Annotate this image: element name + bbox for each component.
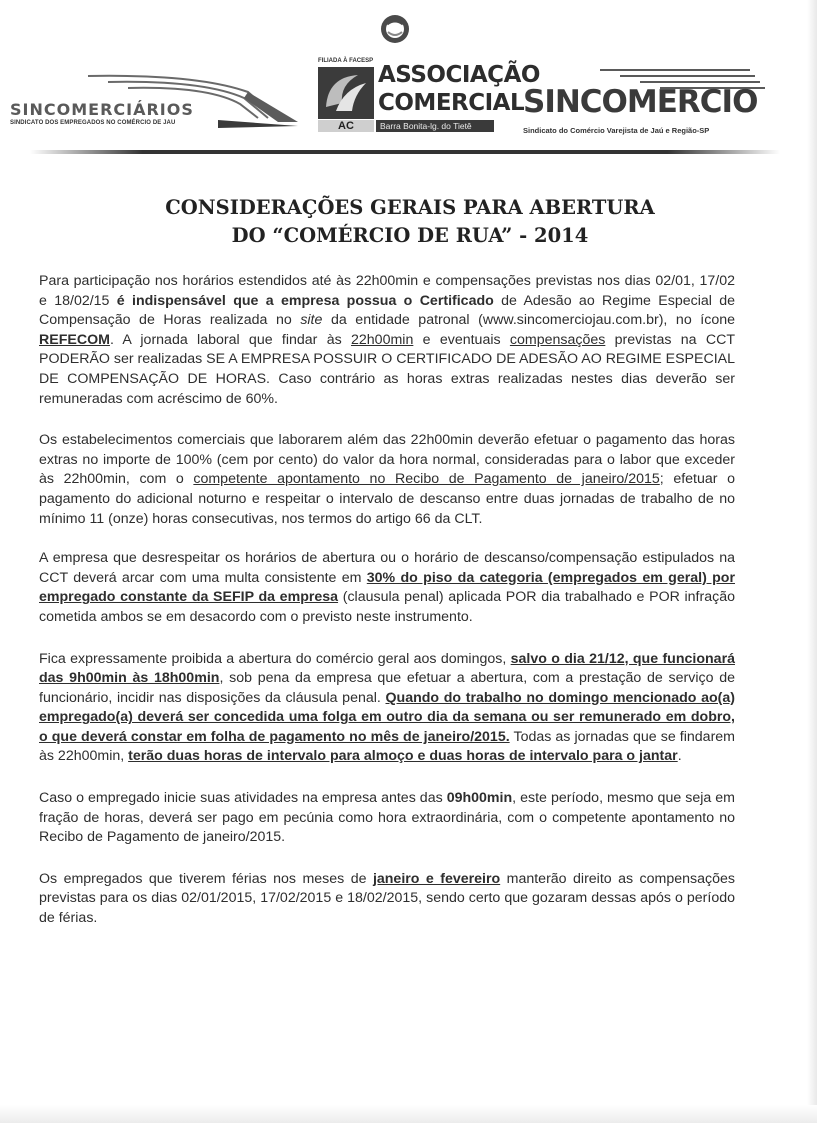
bold-text: é indispensável que a empresa possua o Certificado [116, 292, 494, 309]
paragraph-penalty [39, 549, 735, 627]
underlined-text: compensações [509, 331, 606, 348]
bold-underlined-text: salvo o dia 21/12, que funcionará das 9h00min às 18h00min [39, 650, 735, 687]
scan-edge [807, 0, 817, 1123]
bold-text: 09h00min [446, 790, 513, 807]
paragraph-certificate [39, 272, 735, 409]
associacao-comercial-logo [316, 50, 540, 146]
header-divider [30, 150, 780, 154]
sincomercio-subtitle: Sindicato do Comércio Varejista de Jaú e Região-SP [523, 126, 710, 135]
text-span: Os empregados que tiverem férias nos meses de [39, 870, 373, 887]
sincomerciarios-logo [8, 70, 298, 132]
text-span: , este período, mesmo que seja em fração de horas, deverá ser pago em pecúnia como hora extraordinária, com o competente apontamento no Recibo de Pagamento de janeiro/2015. [39, 790, 735, 846]
bold-underlined-text: terão duas horas de intervalo para almoço e duas horas de intervalo para o jantar [128, 748, 678, 765]
ac-city: Barra Bonita-lg. do Tietê [376, 120, 494, 132]
text-span: manterão direito as compensações previstas para os dias 02/01/2015, 17/02/2015 e 18/02/2015, sendo certo que gozaram dessas após o período de férias. [39, 870, 735, 927]
sincomercio-logo [520, 60, 770, 140]
comercial-text: COMERCIAL [378, 90, 525, 116]
text-span: ; efetuar o pagamento do adicional noturno e respeitar o intervalo de descanso entre duas jornadas de trabalho de no mínimo 11 (onze) horas consecutivas, nos termos do artigo 66 da CLT. [39, 471, 735, 527]
underlined-text: competente apontamento no Recibo de Pagamento de janeiro/2015 [193, 471, 660, 488]
text-span: da entidade patronal (www.sincomerciojau.com.br), no ícone [322, 312, 735, 329]
text-span: de Adesão ao Regime Especial de Compensação de Horas realizada no [39, 292, 736, 329]
bold-underlined-text: 30% do piso da categoria (empregados em geral) por empregado constante da SEFIP da empresa [39, 569, 735, 606]
ac-location-bar [318, 120, 494, 132]
sincomercio-name: SINCOMERCIO [523, 84, 758, 120]
scan-bottom-edge [0, 1105, 817, 1123]
italic-text: site [300, 312, 323, 329]
text-span: Caso o empregado inicie suas atividades na empresa antes das [39, 790, 447, 807]
facesp-affiliation: FILIADA À FACESP [318, 58, 374, 64]
text-span: . [677, 748, 682, 765]
text-span: (clausula penal) aplicada POR dia trabalhado e POR infração cometida ambos se em desacordo com o previsto neste instrumento. [39, 589, 735, 625]
letterhead [0, 0, 817, 165]
underlined-text: 22h00min [351, 331, 414, 348]
refecom-text: REFECOM [39, 331, 110, 348]
text-span: Todas as jornadas que se findarem às 22h00min, [39, 728, 736, 765]
bold-underlined-text: Quando do trabalho no domingo mencionado ao(a) empregado(a) deverá ser concedida uma folga em outro dia da semana ou ser remunerado em dobro, o que deverá constar em folha de pagamento no mês de janeiro/2015. [39, 689, 736, 745]
document-title [60, 194, 760, 250]
title-line-2: DO “COMÉRCIO DE RUA” - 2014 [231, 224, 589, 247]
associacao-text: ASSOCIAÇÃO [378, 62, 540, 88]
text-span: , sob pena da empresa que efetuar a abertura, com a prestação de serviço de funcionário, incidir nas disposições da cláusula penal. [39, 670, 735, 706]
paragraph-sundays [39, 650, 735, 768]
text-span: Os estabelecimentos comerciais que laborarem além das 22h00min deverão efetuar o pagamento das horas extras no importe de 100% (cem por cento) do valor da hora normal, consideradas para o labor que exceder às 22h00min, com o [39, 432, 735, 488]
bold-underlined-text: janeiro e fevereiro [372, 870, 501, 887]
text-span: Para participação nos horários estendidos até às 22h00min e compensações previstas nos dias 02/01, 17/02 e 18/02/15 [39, 273, 735, 309]
sincomerciarios-subtitle: SINDICATO DOS EMPREGADOS NO COMÉRCIO DE JAU [10, 120, 176, 126]
text-span: e eventuais [413, 331, 510, 348]
text-span: A empresa que desrespeitar os horários de abertura ou o horário de descanso/compensação estipulados na CCT deverá arcar com uma multa consistente em [39, 550, 735, 586]
text-span: Fica expressamente proibida a abertura do comércio geral aos domingos, [39, 650, 511, 667]
document-body [39, 272, 735, 951]
ac-abbrev: AC [318, 120, 374, 132]
ac-emblem-icon [318, 67, 374, 119]
title-line-1: CONSIDERAÇÕES GERAIS PARA ABERTURA [165, 196, 655, 219]
text-span: . A jornada laboral que findar às [109, 331, 352, 348]
text-span: previstas na CCT PODERÃO ser realizadas SE A EMPRESA POSSUIR O CERTIFICADO DE ADESÃO AO REGIME ESPECIAL DE COMPENSAÇÃO DE HORAS. Caso contrário as horas extras realizadas nestes dias deverão ser remuneradas com acréscimo de 60%. [39, 331, 735, 407]
paragraph-early-start [39, 789, 735, 848]
paragraph-overtime [39, 431, 735, 529]
paragraph-vacations [39, 870, 735, 929]
sincomerciarios-name: SINCOMERCIÁRIOS [10, 100, 194, 119]
seal-icon [378, 12, 412, 46]
